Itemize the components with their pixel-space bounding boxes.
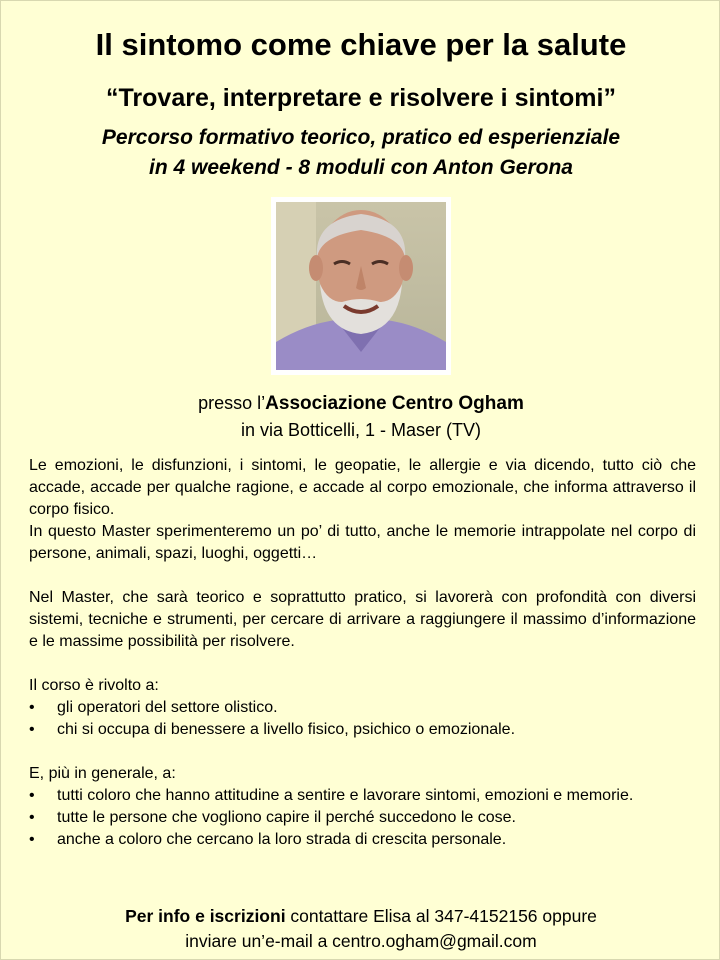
- contact-phone-text: contattare Elisa al 347-4152156 oppure: [285, 906, 597, 926]
- portrait-photo: [276, 202, 446, 370]
- audience-intro: Il corso è rivolto a:: [29, 677, 159, 694]
- body-paragraph-1: Le emozioni, le disfunzioni, i sintomi, le geopatie, le allergie e via dicendo, tutto ciò che accade, accade per qualche ragione, e accade al corpo emozionale, che informa attraverso il corpo fisico.: [29, 457, 696, 518]
- venue-address: in via Botticelli, 1 - Maser (TV): [240, 420, 482, 440]
- portrait-frame: [271, 197, 451, 375]
- contact-lead: Per info e iscrizioni: [125, 906, 286, 926]
- list-item: • tutte le persone che vogliono capire il perché succedono le cose.: [29, 807, 696, 829]
- venue-block: [1, 390, 720, 443]
- flyer-body: [29, 455, 696, 851]
- body-paragraph-3: Nel Master, che sarà teorico e soprattutto pratico, si lavorerà con profondità con diversi sistemi, tecniche e strumenti, per cercare di arrivare a raggiungere il massimo d’informazione e le massime possibilità per risolvere.: [29, 589, 696, 650]
- venue-line: [1, 390, 720, 417]
- audience-list: [29, 697, 696, 741]
- tagline-line-2: in 4 weekend - 8 moduli con Anton Gerona: [149, 156, 573, 179]
- list-item: • tutti coloro che hanno attitudine a sentire e lavorare sintomi, emozioni e memorie.: [29, 785, 696, 807]
- list-item: • gli operatori del settore olistico.: [29, 697, 696, 719]
- flyer-subtitle: “Trovare, interpretare e risolvere i sintomi”: [106, 84, 616, 112]
- flyer-tagline: [1, 123, 720, 183]
- contact-line-2: inviare un’e-mail a centro.ogham@gmail.com: [185, 931, 537, 951]
- body-paragraph-2: In questo Master sperimenteremo un po’ di tutto, anche le memorie intrappolate nel corpo di persone, animali, spazi, luoghi, oggetti…: [29, 523, 696, 562]
- general-list: [29, 785, 696, 851]
- list-item: • anche a coloro che cercano la loro strada di crescita personale.: [29, 829, 696, 851]
- flyer-title: Il sintomo come chiave per la salute: [95, 27, 627, 62]
- tagline-line-1: Percorso formativo teorico, pratico ed esperienziale: [101, 126, 621, 149]
- general-intro: E, più in generale, a:: [29, 765, 176, 782]
- venue-name: Associazione Centro Ogham: [265, 393, 524, 414]
- list-item: • chi si occupa di benessere a livello fisico, psichico o emozionale.: [29, 719, 696, 741]
- contact-footer: [1, 904, 720, 954]
- venue-prefix: presso l’: [198, 393, 266, 413]
- contact-line-1: [1, 904, 720, 929]
